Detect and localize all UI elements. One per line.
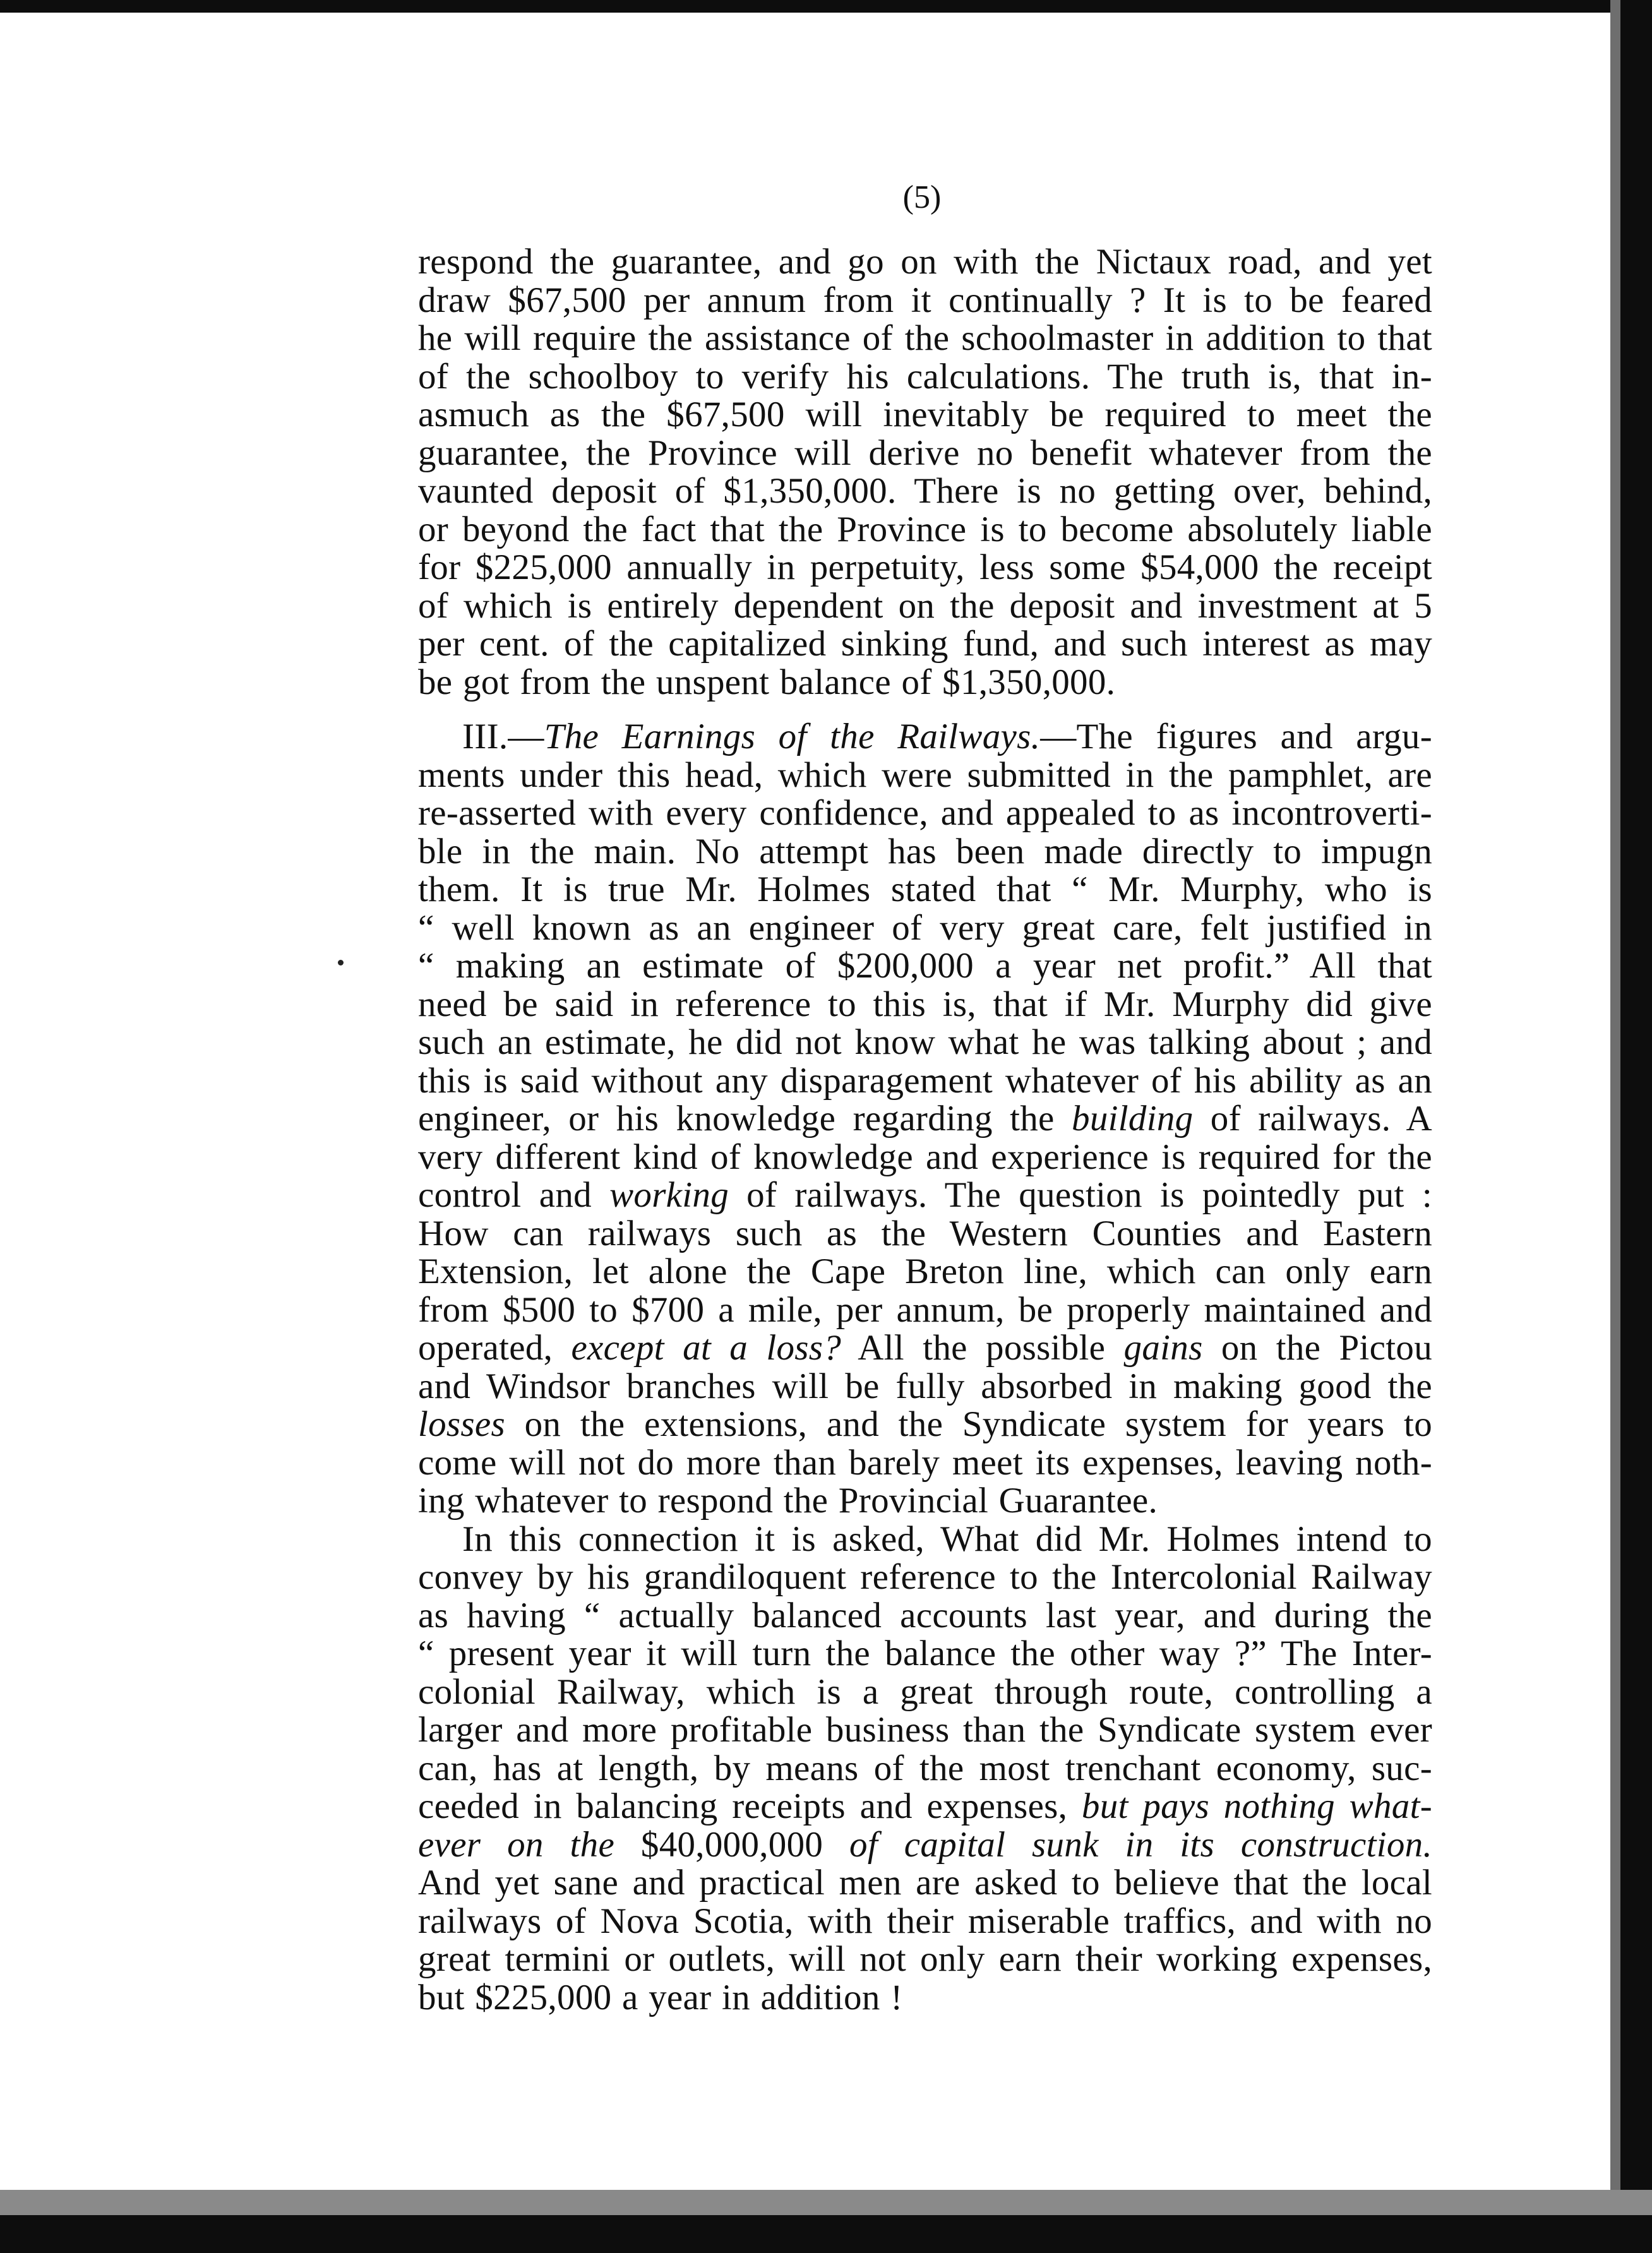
italic-run: of capital sunk in its construction. <box>849 1824 1432 1865</box>
italic-run: building <box>1072 1099 1194 1138</box>
italic-run: gains <box>1123 1328 1203 1368</box>
text-line: great termini or outlets, will not only earn their working expenses, <box>418 1939 1432 1979</box>
document-body <box>418 243 1432 2017</box>
text-run: ceeded in balancing receipts and expenses, <box>418 1786 1082 1826</box>
italic-run: ever on the <box>418 1824 615 1865</box>
text-line: larger and more profitable business than the Syndicate system ever <box>418 1710 1432 1750</box>
text-line: this is said without any disparagement whatever of his ability as an <box>418 1060 1432 1101</box>
italic-run: except at a loss? <box>571 1328 842 1368</box>
text-line <box>418 1826 1432 1865</box>
text-line: guarantee, the Province will derive no benefit whatever from the <box>418 433 1432 473</box>
text-line: and Windsor branches will be fully absorbed in making good the <box>418 1366 1432 1406</box>
scan-border-right <box>1620 0 1652 2253</box>
text-line: ing whatever to respond the Provincial Guarantee. <box>418 1481 1158 1521</box>
text-line: but $225,000 a year in addition ! <box>418 1977 903 2017</box>
italic-run: but pays nothing what- <box>1081 1786 1432 1826</box>
text-run: $40,000,000 <box>614 1824 850 1865</box>
paragraph-earnings <box>418 718 1432 1521</box>
text-run: on the Pictou <box>1202 1328 1432 1368</box>
text-line: “ well known as an engineer of very great care, felt justified in <box>418 907 1432 948</box>
text-line: colonial Railway, which is a great through route, controlling a <box>418 1671 1432 1712</box>
text-line: come will not do more than barely meet its expenses, leaving noth- <box>418 1442 1432 1483</box>
text-line: for $225,000 annually in perpetuity, less some $54,000 the receipt <box>418 547 1432 587</box>
text-line: need be said in reference to this is, that if Mr. Murphy did give <box>418 984 1432 1024</box>
text-run: control and <box>418 1175 610 1215</box>
ink-speck <box>338 960 344 965</box>
text-line <box>418 1329 1432 1368</box>
text-line <box>418 1788 1432 1826</box>
text-line: convey by his grandiloquent reference to the Intercolonial Railway <box>418 1557 1432 1597</box>
text-run: —The figures and argu- <box>1040 717 1433 756</box>
text-line: them. It is true Mr. Holmes stated that “ Mr. Murphy, who is <box>418 870 1432 909</box>
text-line: asmuch as the $67,500 will inevitably be required to meet the <box>418 395 1432 434</box>
text-line: be got from the unspent balance of $1,350,000. <box>418 662 1116 702</box>
scan-border-bottom-shade <box>0 2190 1652 2215</box>
text-run: of railways. A <box>1193 1099 1432 1138</box>
text-line: “ making an estimate of $200,000 a year net profit.” All that <box>418 946 1432 986</box>
text-line: In this connection it is asked, What did Mr. Holmes intend to <box>462 1519 1432 1559</box>
text-line: respond the guarantee, and go on with the Nictaux road, and yet <box>418 242 1432 282</box>
text-line: And yet sane and practical men are asked to believe that the local <box>418 1863 1432 1903</box>
text-line: from $500 to $700 a mile, per annum, be properly maintained and <box>418 1289 1432 1330</box>
text-run: All the possible <box>841 1328 1124 1368</box>
text-run: operated, <box>418 1328 572 1368</box>
text-line: he will require the assistance of the schoolmaster in addition to that <box>418 318 1432 358</box>
paragraph-deposit <box>418 243 1432 702</box>
page-number: (5) <box>902 179 942 215</box>
text-line: of the schoolboy to verify his calculations. The truth is, that in- <box>418 356 1432 397</box>
italic-run: losses <box>418 1404 505 1444</box>
scan-border-top <box>0 0 1652 13</box>
text-line: railways of Nova Scotia, with their miserable traffics, and with no <box>418 1901 1432 1941</box>
section-title: The Earnings of the Railways. <box>544 717 1041 756</box>
text-line <box>418 1100 1432 1138</box>
text-line: “ present year it will turn the balance the other way ?” The Inter- <box>418 1634 1432 1673</box>
text-run: of railways. The question is pointedly put : <box>729 1175 1432 1215</box>
text-line: ments under this head, which were submitted in the pamphlet, are <box>418 755 1432 795</box>
text-line: of which is entirely dependent on the deposit and investment at 5 <box>418 585 1432 626</box>
text-line: very different kind of knowledge and experience is required for the <box>418 1137 1432 1177</box>
italic-run: working <box>609 1175 729 1215</box>
text-line: can, has at length, by means of the most trenchant economy, suc- <box>418 1748 1432 1788</box>
section-number: III.— <box>462 717 544 756</box>
text-line <box>418 1406 1432 1444</box>
text-run: on the extensions, and the Syndicate system for years to <box>505 1404 1432 1444</box>
text-line: as having “ actually balanced accounts last year, and during the <box>418 1595 1432 1635</box>
section-heading-line <box>418 718 1432 756</box>
text-line: or beyond the fact that the Province is to become absolutely liable <box>418 509 1432 549</box>
text-line: ble in the main. No attempt has been made directly to impugn <box>418 831 1432 871</box>
text-line <box>418 1176 1432 1215</box>
text-run: engineer, or his knowledge regarding the <box>418 1099 1072 1138</box>
text-line: such an estimate, he did not know what he was talking about ; and <box>418 1022 1432 1062</box>
scan-border-bottom <box>0 2215 1652 2253</box>
text-line: per cent. of the capitalized sinking fund, and such interest as may <box>418 624 1432 664</box>
text-line: How can railways such as the Western Counties and Eastern <box>418 1213 1432 1253</box>
text-line: re-asserted with every confidence, and appealed to as incontroverti- <box>418 793 1432 833</box>
scan-border-right-shade <box>1610 0 1620 2253</box>
paragraph-intercolonial <box>418 1521 1432 2017</box>
text-line: Extension, let alone the Cape Breton line, which can only earn <box>418 1252 1432 1291</box>
text-line: draw $67,500 per annum from it continually ? It is to be feared <box>418 280 1432 320</box>
text-line: vaunted deposit of $1,350,000. There is no getting over, behind, <box>418 471 1432 511</box>
